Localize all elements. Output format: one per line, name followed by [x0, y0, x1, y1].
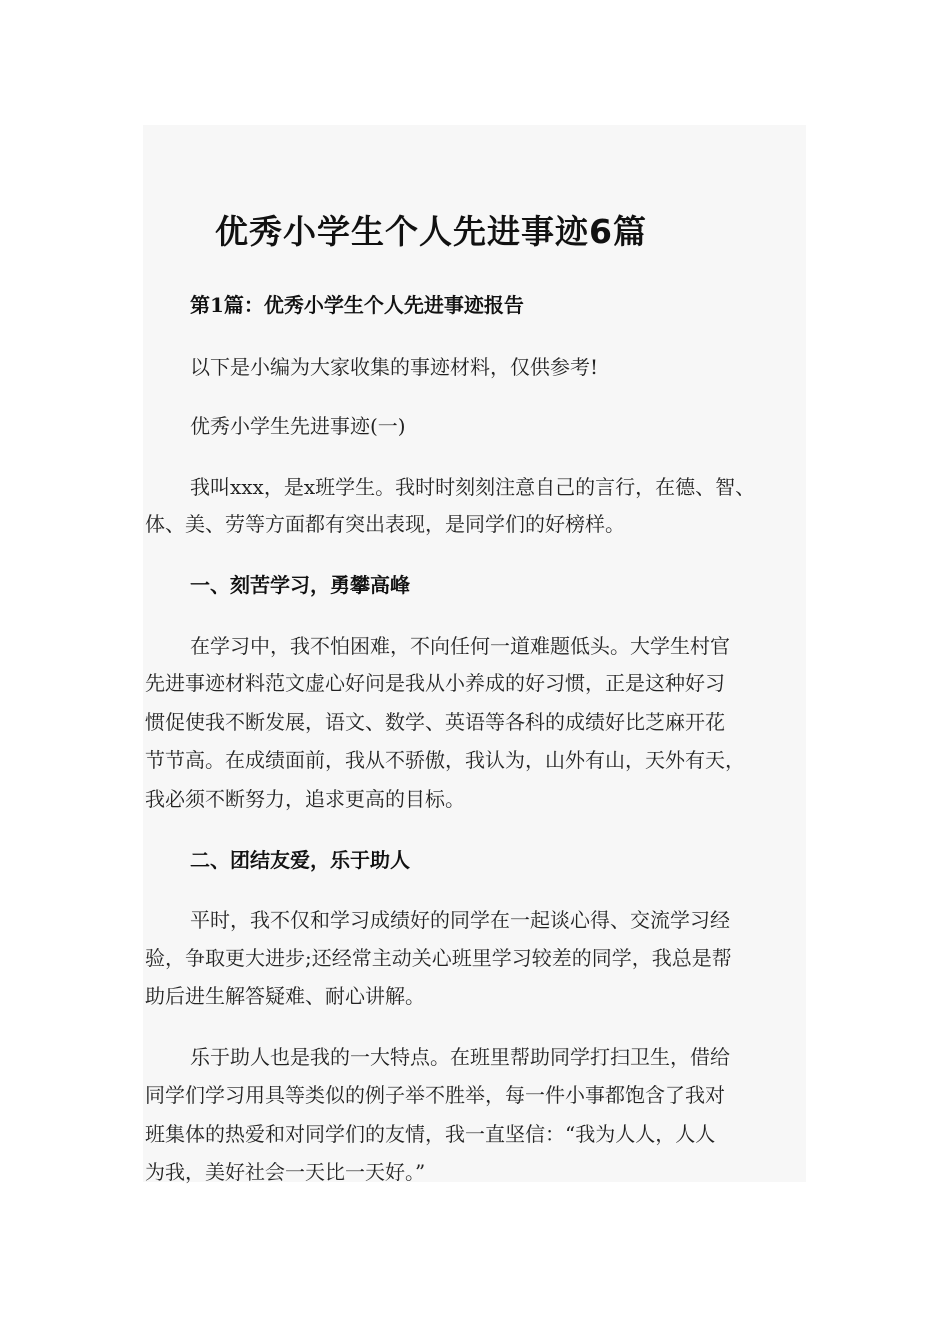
paragraph-line: 班集体的热爱和对同学们的友情，我一直坚信：“我为人人，人人: [145, 1122, 716, 1146]
paragraph-line: 乐于助人也是我的一大特点。在班里帮助同学打扫卫生，借给: [190, 1045, 730, 1069]
paragraph-line: 助后进生解答疑难、耐心讲解。: [145, 984, 425, 1008]
paragraph-line: 先进事迹材料范文虚心好问是我从小养成的好习惯，正是这种好习: [145, 671, 725, 695]
document-title: 优秀小学生个人先进事迹6篇: [215, 212, 647, 251]
paragraph-line: 我必须不断努力，追求更高的目标。: [145, 787, 465, 811]
paragraph-line: 我叫xxx，是x班学生。我时时刻刻注意自己的言行，在德、智、: [190, 475, 756, 499]
paragraph-line: 为我，美好社会一天比一天好。”: [145, 1160, 426, 1184]
paragraph-line: 节节高。在成绩面前，我从不骄傲，我认为，山外有山，天外有天，: [145, 748, 745, 772]
paragraph-line: 惯促使我不断发展，语文、数学、英语等各科的成绩好比芝麻开花: [145, 710, 725, 734]
subtitle-text: 优秀小学生先进事迹(一): [190, 414, 406, 438]
section-heading: 第1篇：优秀小学生个人先进事迹报告: [190, 293, 524, 317]
paragraph-line: 同学们学习用具等类似的例子举不胜举，每一件小事都饱含了我对: [145, 1083, 725, 1107]
paragraph-line: 平时，我不仅和学习成绩好的同学在一起谈心得、交流学习经: [190, 908, 730, 932]
paragraph-line: 验，争取更大进步;还经常主动关心班里学习较差的同学，我总是帮: [145, 946, 732, 970]
intro-text: 以下是小编为大家收集的事迹材料，仅供参考!: [190, 355, 599, 379]
heading-study: 一、刻苦学习，勇攀高峰: [190, 573, 410, 597]
paragraph-line: 在学习中，我不怕困难，不向任何一道难题低头。大学生村官: [190, 634, 730, 658]
paragraph-line: 体、美、劳等方面都有突出表现，是同学们的好榜样。: [145, 512, 625, 536]
heading-unity: 二、团结友爱，乐于助人: [190, 848, 410, 872]
